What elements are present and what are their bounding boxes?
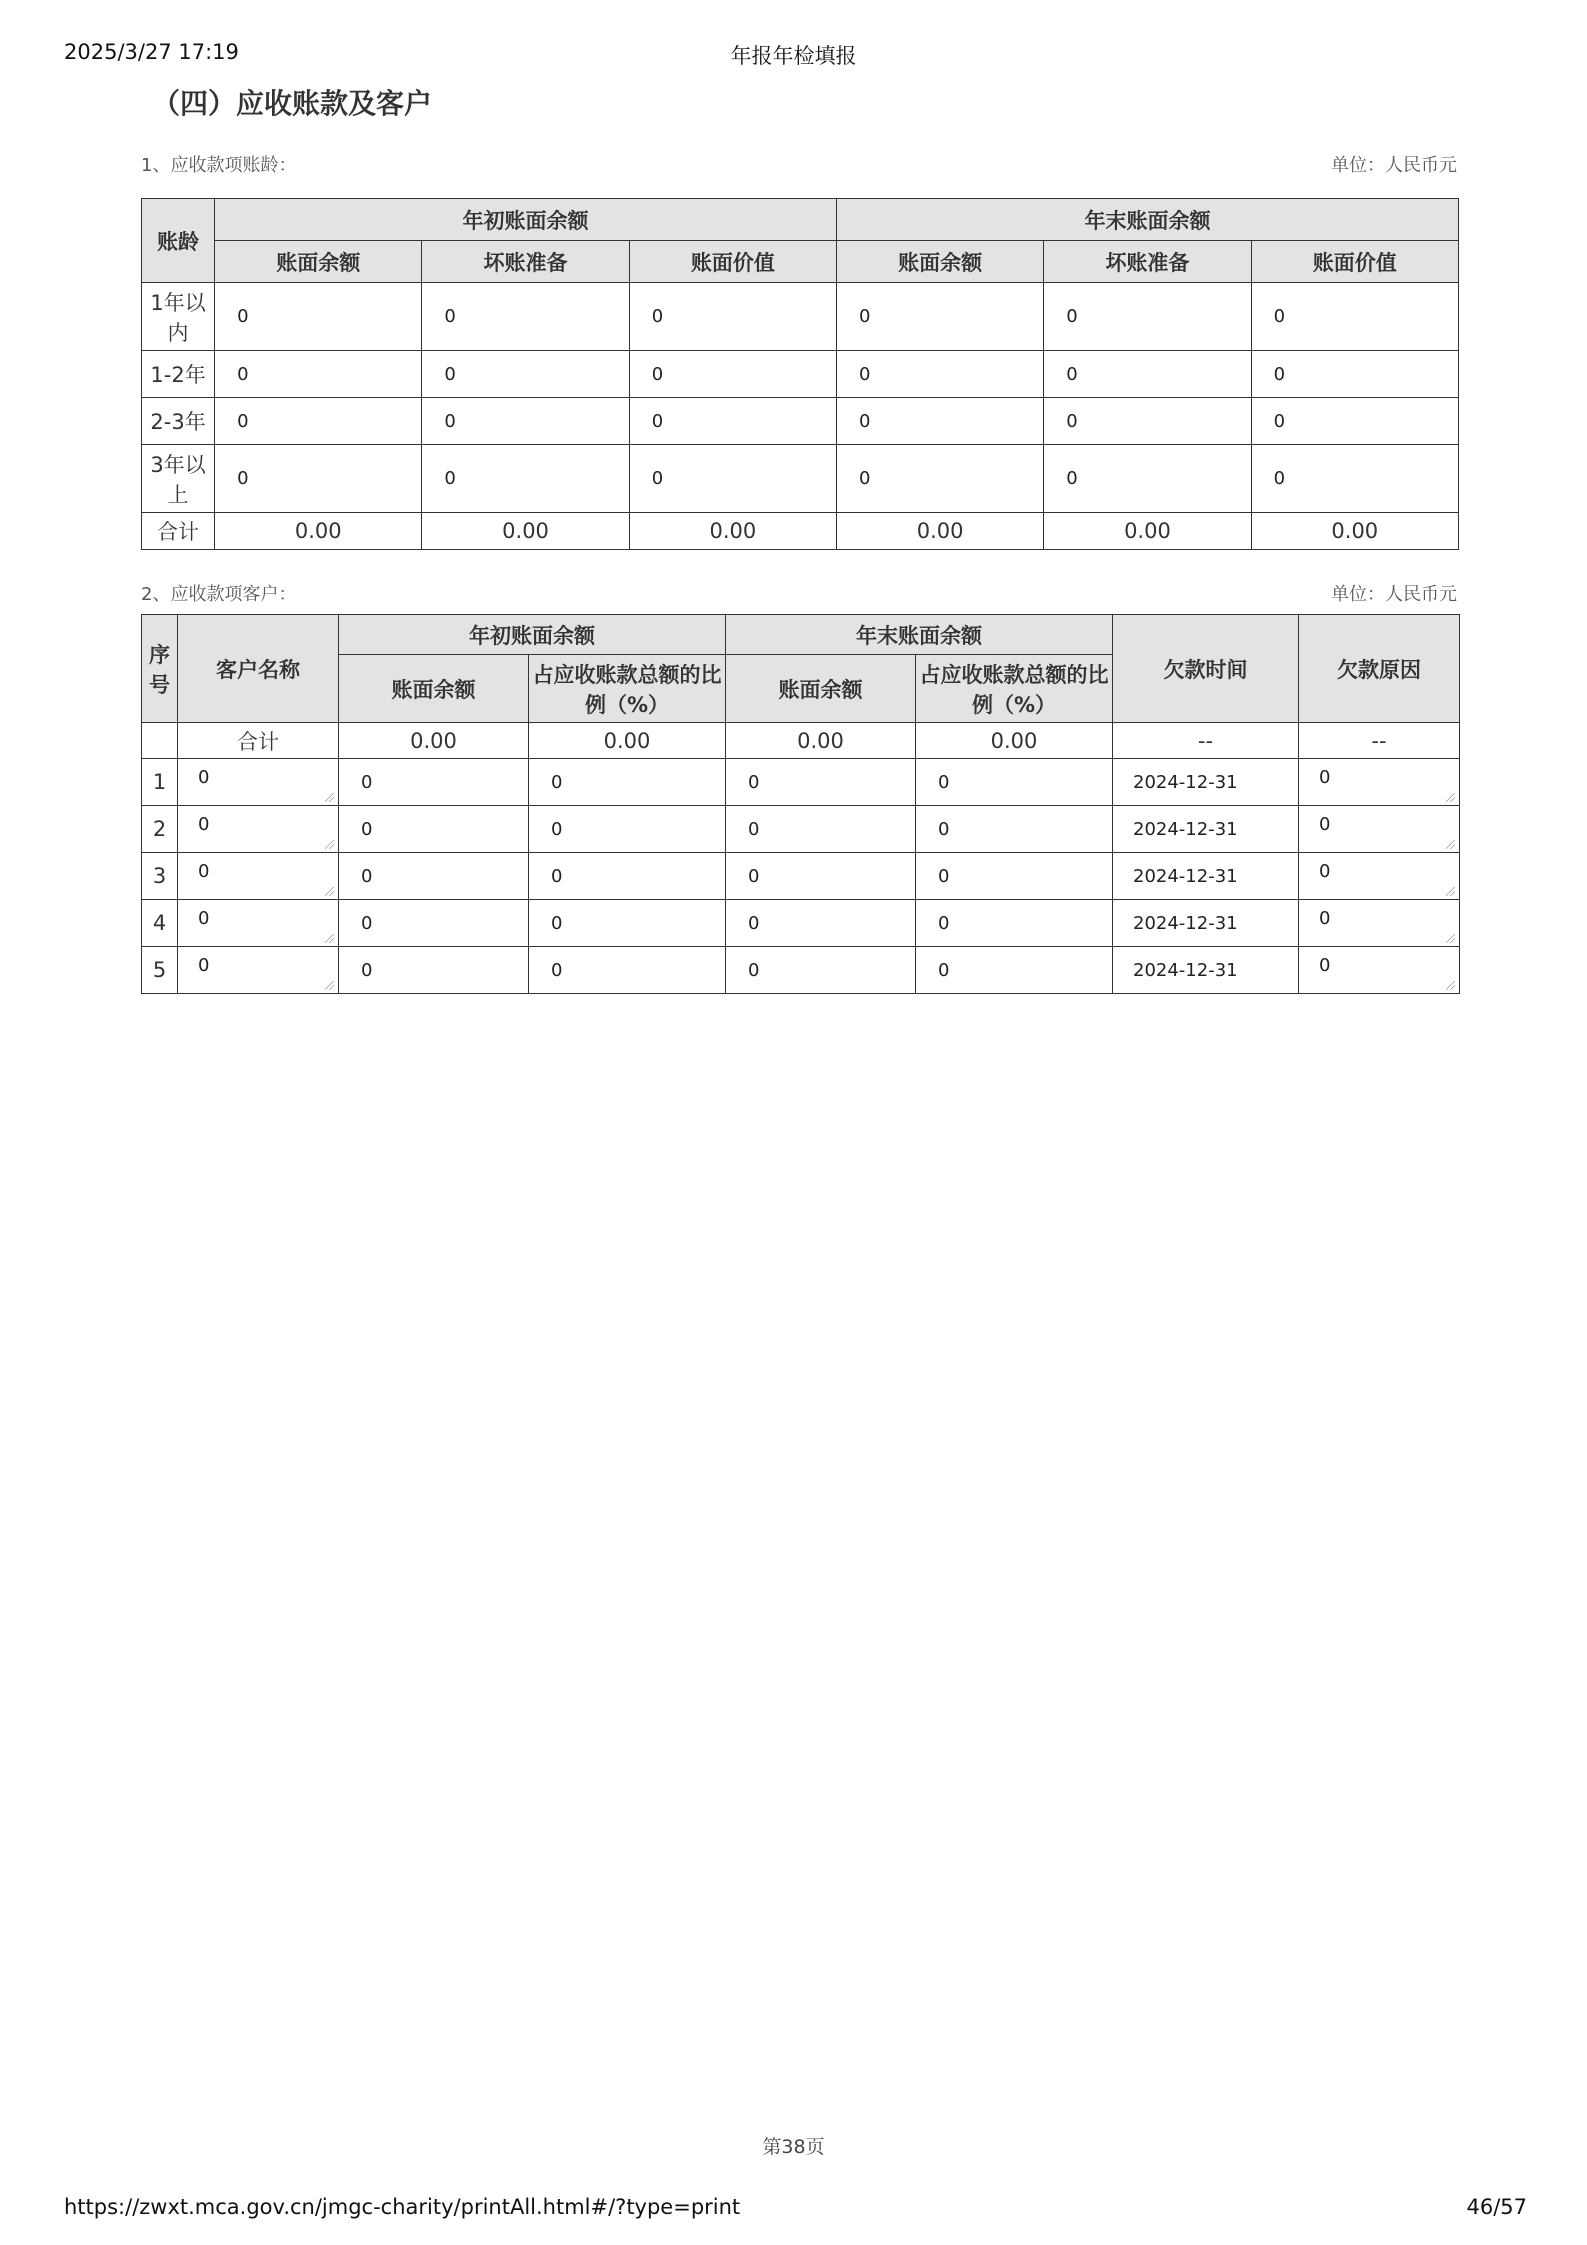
aging-row-label: 2-3年 [142,398,215,445]
balance-header: 账面余额 [726,655,916,723]
table-row [142,398,1459,445]
table-row [142,759,1460,806]
customers-group-start: 年初账面余额 [339,615,726,655]
aging-cell: 0 [1044,283,1251,351]
aging-cell: 0 [422,283,629,351]
customers-table [141,614,1460,994]
aging-group-end: 年末账面余额 [837,199,1459,241]
customer-cell: 0 [339,947,529,994]
row-seq: 4 [142,900,178,947]
debt-reason-value: 0 [1319,908,1331,929]
aging-group-start: 年初账面余额 [215,199,837,241]
aging-total-cell: 0.00 [215,513,422,550]
aging-cell: 0 [629,445,836,513]
debt-reason-field[interactable] [1299,759,1460,806]
customer-cell: 0 [529,947,726,994]
debt-time-cell: 2024-12-31 [1113,759,1299,806]
customer-name-value: 0 [198,955,210,976]
page-number: 第38页 [762,2136,825,2158]
debt-time-cell: 2024-12-31 [1113,900,1299,947]
customer-name-field[interactable] [178,853,339,900]
aging-cell: 0 [837,351,1044,398]
customer-name-value: 0 [198,814,210,835]
aging-cell: 0 [1044,445,1251,513]
table-row [142,283,1459,351]
aging-cell: 0 [629,351,836,398]
aging-cell: 0 [215,351,422,398]
customer-cell: 0 [339,900,529,947]
aging-unit: 单位：人民币元 [1331,155,1457,176]
resize-grip-icon[interactable] [325,793,334,802]
debt-time-cell: 2024-12-31 [1113,853,1299,900]
print-date: 2025/3/27 17:19 [64,40,239,64]
customer-cell: 0 [339,806,529,853]
debt-reason-field[interactable] [1299,947,1460,994]
debt-reason-value: 0 [1319,955,1331,976]
customer-name-field[interactable] [178,806,339,853]
table-row [142,445,1459,513]
aging-col-header: 账面余额 [215,241,422,283]
aging-caption: 1、应收款项账龄： [141,155,297,176]
customer-cell: 0 [529,759,726,806]
debt-reason-header: 欠款原因 [1299,615,1460,723]
aging-row-label: 3年以上 [142,445,215,513]
debt-time-cell: 2024-12-31 [1113,806,1299,853]
page-url: https://zwxt.mca.gov.cn/jmgc-charity/printAll.html#/?type=print [64,2195,741,2219]
aging-row-header: 账龄 [142,199,215,283]
aging-cell: 0 [629,398,836,445]
resize-grip-icon[interactable] [325,887,334,896]
resize-grip-icon[interactable] [1446,981,1455,990]
resize-grip-icon[interactable] [325,934,334,943]
debt-reason-value: 0 [1319,767,1331,788]
aging-total-cell: 0.00 [422,513,629,550]
customer-cell: 0 [726,806,916,853]
aging-cell: 0 [422,398,629,445]
customer-cell: 0 [529,853,726,900]
row-seq: 2 [142,806,178,853]
aging-cell: 0 [1251,398,1458,445]
aging-cell: 0 [422,351,629,398]
table-row [142,947,1460,994]
customer-cell: 0 [339,759,529,806]
customer-cell: 0 [726,759,916,806]
customers-total-time: -- [1113,723,1299,759]
aging-cell: 0 [837,283,1044,351]
customer-cell: 0 [726,853,916,900]
debt-time-header: 欠款时间 [1113,615,1299,723]
aging-cell: 0 [422,445,629,513]
aging-col-header: 账面余额 [837,241,1044,283]
aging-total-label: 合计 [142,513,215,550]
customer-cell: 0 [529,806,726,853]
customer-name-field[interactable] [178,900,339,947]
resize-grip-icon[interactable] [1446,934,1455,943]
aging-cell: 0 [837,445,1044,513]
customer-cell: 0 [916,900,1113,947]
debt-reason-field[interactable] [1299,900,1460,947]
table-row [142,351,1459,398]
aging-total-cell: 0.00 [837,513,1044,550]
aging-cell: 0 [1251,283,1458,351]
row-seq: 5 [142,947,178,994]
row-seq: 3 [142,853,178,900]
section-title: （四）应收账款及客户 [152,87,433,120]
aging-col-header: 账面价值 [629,241,836,283]
customers-total-cell: 0.00 [529,723,726,759]
aging-table [141,198,1459,550]
empty-cell [142,723,178,759]
resize-grip-icon[interactable] [325,981,334,990]
customers-unit: 单位：人民币元 [1331,584,1457,605]
aging-cell: 0 [1044,351,1251,398]
total-row [142,723,1460,759]
customers-total-cell: 0.00 [916,723,1113,759]
print-title: 年报年检填报 [730,44,857,68]
page-count: 46/57 [1466,2195,1527,2219]
aging-total-cell: 0.00 [1251,513,1458,550]
resize-grip-icon[interactable] [1446,840,1455,849]
aging-cell: 0 [837,398,1044,445]
customer-cell: 0 [916,806,1113,853]
customer-cell: 0 [916,853,1113,900]
balance-header: 账面余额 [339,655,529,723]
aging-row-label: 1年以内 [142,283,215,351]
aging-col-header: 坏账准备 [422,241,629,283]
resize-grip-icon[interactable] [1446,887,1455,896]
customer-name-value: 0 [198,767,210,788]
aging-cell: 0 [629,283,836,351]
debt-time-cell: 2024-12-31 [1113,947,1299,994]
customers-caption: 2、应收款项客户： [141,584,297,605]
seq-header: 序号 [142,615,178,723]
customer-cell: 0 [726,900,916,947]
debt-reason-field[interactable] [1299,806,1460,853]
customers-total-cell: 0.00 [726,723,916,759]
ratio-header: 占应收账款总额的比例（%） [916,655,1113,723]
customers-group-end: 年末账面余额 [726,615,1113,655]
aging-cell: 0 [1251,445,1458,513]
customer-cell: 0 [529,900,726,947]
resize-grip-icon[interactable] [1446,793,1455,802]
customer-cell: 0 [916,759,1113,806]
aging-row-label: 1-2年 [142,351,215,398]
resize-grip-icon[interactable] [325,840,334,849]
table-row [142,900,1460,947]
aging-col-header: 坏账准备 [1044,241,1251,283]
customers-total-label: 合计 [178,723,339,759]
aging-cell: 0 [1251,351,1458,398]
customer-name-header: 客户名称 [178,615,339,723]
customer-name-field[interactable] [178,759,339,806]
debt-reason-field[interactable] [1299,853,1460,900]
ratio-header: 占应收账款总额的比例（%） [529,655,726,723]
customer-cell: 0 [916,947,1113,994]
customer-name-value: 0 [198,908,210,929]
debt-reason-value: 0 [1319,814,1331,835]
customers-total-reason: -- [1299,723,1460,759]
customer-cell: 0 [339,853,529,900]
aging-cell: 0 [215,445,422,513]
customers-total-cell: 0.00 [339,723,529,759]
aging-cell: 0 [1044,398,1251,445]
aging-total-cell: 0.00 [629,513,836,550]
total-row [142,513,1459,550]
customer-cell: 0 [726,947,916,994]
row-seq: 1 [142,759,178,806]
customer-name-field[interactable] [178,947,339,994]
table-row [142,853,1460,900]
aging-cell: 0 [215,398,422,445]
aging-total-cell: 0.00 [1044,513,1251,550]
table-row [142,806,1460,853]
debt-reason-value: 0 [1319,861,1331,882]
aging-col-header: 账面价值 [1251,241,1458,283]
customer-name-value: 0 [198,861,210,882]
aging-cell: 0 [215,283,422,351]
